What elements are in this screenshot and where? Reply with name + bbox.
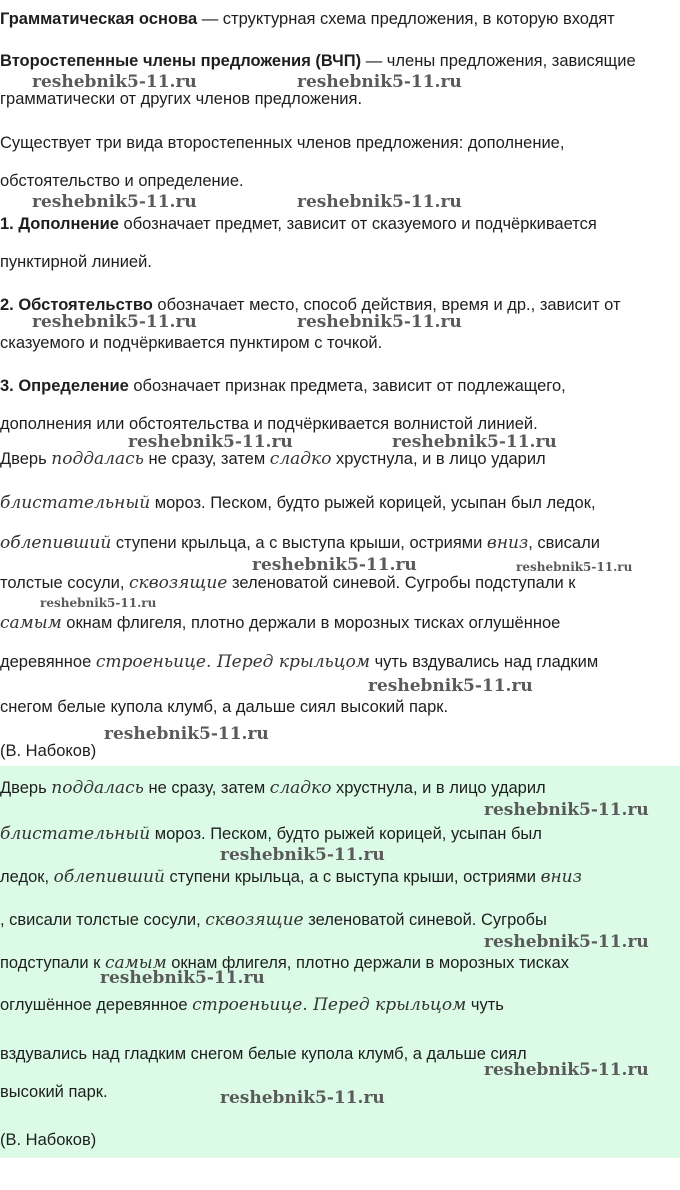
predicate-word: поддалась bbox=[51, 778, 144, 798]
watermark-logo: reshebnik5-11.ru bbox=[40, 596, 157, 610]
author-credit: (В. Набоков) bbox=[0, 742, 97, 760]
predicate-word: поддалась bbox=[51, 449, 144, 469]
attribute-word: самым bbox=[0, 613, 62, 633]
definition-secondary-members: Второстепенные члены предложения (ВЧП) — члены предложения, зависящие bbox=[0, 52, 636, 70]
text-line: Существует три вида второстепенных членов предложения: дополнение, bbox=[0, 134, 565, 152]
example-line: Дверь поддалась не сразу, затем сладко хрустнула, и в лицо ударил bbox=[0, 778, 546, 798]
watermark-logo: reshebnik5-11.ru bbox=[368, 676, 533, 696]
text-line: сказуемого и подчёркивается пунктиром с точкой. bbox=[0, 334, 383, 352]
adverbial-word: вниз bbox=[540, 867, 582, 887]
definition-adverbial: 2. Обстоятельство обозначает место, способ действия, время и др., зависит от bbox=[0, 296, 621, 314]
watermark-logo: reshebnik5-11.ru bbox=[516, 560, 633, 574]
text-line: пунктирной линией. bbox=[0, 253, 152, 271]
example-line: облепивший ступени крыльца, а с выступа крыши, остриями вниз, свисали bbox=[0, 533, 600, 553]
example-line: блистательный мороз. Песком, будто рыжей корицей, усыпан был ледок, bbox=[0, 493, 596, 513]
example-line: оглушённое деревянное строеньице. Перед крыльцом чуть bbox=[0, 995, 504, 1015]
definition-attribute: 3. Определение обозначает признак предмета, зависит от подлежащего, bbox=[0, 377, 566, 395]
watermark-logo: reshebnik5-11.ru bbox=[220, 845, 385, 865]
watermark-logo: reshebnik5-11.ru bbox=[484, 800, 649, 820]
watermark-logo: reshebnik5-11.ru bbox=[100, 968, 265, 988]
example-line: толстые сосули, сквозящие зеленоватой синевой. Сугробы подступали к bbox=[0, 573, 576, 593]
text-line: грамматически от других членов предложения. bbox=[0, 90, 363, 108]
watermark-logo: reshebnik5-11.ru bbox=[104, 724, 269, 744]
example-line: снегом белые купола клумб, а дальше сиял высокий парк. bbox=[0, 698, 449, 716]
definition-object: 1. Дополнение обозначает предмет, зависит от сказуемого и подчёркивается bbox=[0, 215, 597, 233]
attribute-word: сквозящие bbox=[205, 910, 304, 930]
attribute-word: облепивший bbox=[0, 533, 112, 553]
example-line: высокий парк. bbox=[0, 1083, 108, 1101]
example-line: вздувались над гладким снегом белые купола клумб, а дальше сиял bbox=[0, 1045, 527, 1063]
example-line: Дверь поддалась не сразу, затем сладко хрустнула, и в лицо ударил bbox=[0, 449, 546, 469]
attribute-word: облепивший bbox=[53, 867, 165, 887]
watermark-logo: reshebnik5-11.ru bbox=[297, 312, 462, 332]
watermark-logo: reshebnik5-11.ru bbox=[484, 932, 649, 952]
attribute-word: блистательный bbox=[0, 493, 151, 513]
example-line: самым окнам флигеля, плотно держали в морозных тисках оглушённое bbox=[0, 613, 561, 633]
example-line: деревянное строеньице. Перед крыльцом чуть вздувались над гладким bbox=[0, 652, 599, 672]
watermark-logo: reshebnik5-11.ru bbox=[32, 192, 197, 212]
watermark-logo: reshebnik5-11.ru bbox=[220, 1088, 385, 1108]
text-line: дополнения или обстоятельства и подчёркивается волнистой линией. bbox=[0, 415, 538, 433]
adverbial-word: Перед крыльцом bbox=[216, 652, 370, 672]
definition-grammatical-basis: Грамматическая основа — структурная схема предложения, в которую входят bbox=[0, 10, 615, 28]
attribute-word: сквозящие bbox=[129, 573, 228, 593]
attribute-word: самым bbox=[104, 953, 167, 973]
watermark-logo: reshebnik5-11.ru bbox=[297, 192, 462, 212]
watermark-logo: reshebnik5-11.ru bbox=[32, 72, 197, 92]
watermark-logo: reshebnik5-11.ru bbox=[128, 432, 293, 452]
text-line: обстоятельство и определение. bbox=[0, 172, 244, 190]
watermark-logo: reshebnik5-11.ru bbox=[32, 312, 197, 332]
author-credit: (В. Набоков) bbox=[0, 1131, 97, 1149]
object-word: строеньице bbox=[95, 652, 206, 672]
attribute-word: блистательный bbox=[0, 824, 151, 844]
watermark-logo: reshebnik5-11.ru bbox=[297, 72, 462, 92]
example-line: ледок, облепивший ступени крыльца, а с выступа крыши, остриями вниз bbox=[0, 867, 582, 887]
example-line: , свисали толстые сосули, сквозящие зеленоватой синевой. Сугробы bbox=[0, 910, 547, 930]
adverbial-word: Перед крыльцом bbox=[313, 995, 467, 1015]
example-line: блистательный мороз. Песком, будто рыжей корицей, усыпан был bbox=[0, 824, 542, 844]
example-line: подступали к самым окнам флигеля, плотно держали в морозных тисках bbox=[0, 953, 569, 973]
adverbial-word: сладко bbox=[269, 778, 332, 798]
adverbial-word: сладко bbox=[269, 449, 332, 469]
object-word: строеньице bbox=[192, 995, 303, 1015]
watermark-logo: reshebnik5-11.ru bbox=[252, 555, 417, 575]
watermark-logo: reshebnik5-11.ru bbox=[484, 1060, 649, 1080]
adverbial-word: вниз bbox=[486, 533, 529, 553]
watermark-logo: reshebnik5-11.ru bbox=[392, 432, 557, 452]
